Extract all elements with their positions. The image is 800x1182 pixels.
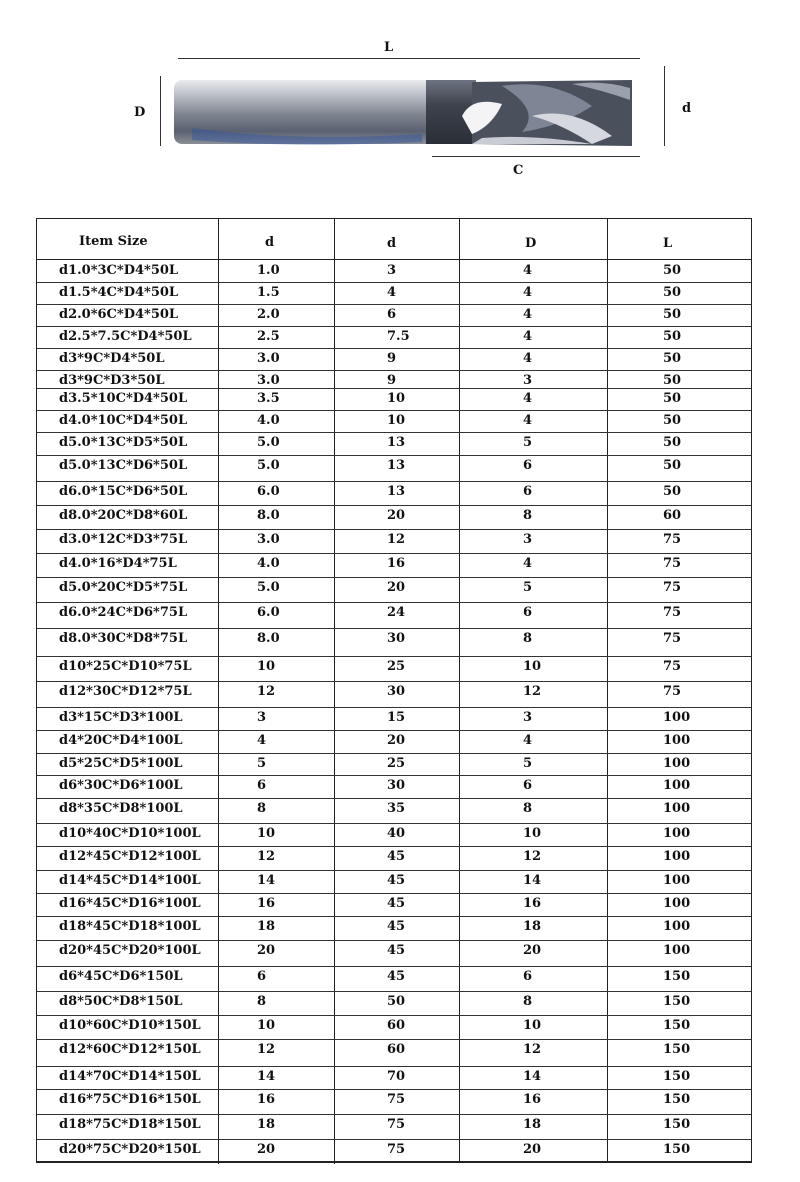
value-cell: 1.0 (257, 263, 280, 278)
value-cell: 5 (257, 756, 267, 771)
value-cell: 8 (523, 508, 533, 523)
item-size-cell: d5*25C*D5*100L (59, 756, 183, 771)
value-cell: 20 (387, 733, 406, 748)
value-cell: 14 (257, 873, 276, 888)
item-size-cell: d4.0*16*D4*75L (59, 556, 177, 571)
value-cell: 10 (523, 659, 542, 674)
table-row (37, 776, 751, 798)
value-cell: 16 (257, 1092, 276, 1107)
label-d: d (682, 101, 692, 116)
dimension-line-C (432, 156, 640, 157)
value-cell: 5 (523, 756, 533, 771)
item-size-cell: d1.5*4C*D4*50L (59, 285, 179, 300)
value-cell: 20 (387, 580, 406, 595)
value-cell: 40 (387, 826, 406, 841)
value-cell: 12 (523, 849, 542, 864)
value-cell: 100 (663, 826, 691, 841)
value-cell: 50 (663, 391, 682, 406)
value-cell: 20 (387, 508, 406, 523)
value-cell: 4 (523, 413, 533, 428)
value-cell: 6.0 (257, 484, 280, 499)
value-cell: 6 (523, 484, 533, 499)
value-cell: 75 (663, 684, 682, 699)
value-cell: 20 (523, 1142, 542, 1157)
table-row (37, 603, 751, 625)
item-size-cell: d4.0*10C*D4*50L (59, 413, 188, 428)
table-row (37, 411, 751, 433)
header-item-size: Item Size (79, 234, 148, 249)
value-cell: 45 (387, 849, 406, 864)
value-cell: 6 (523, 458, 533, 473)
value-cell: 50 (663, 285, 682, 300)
value-cell: 50 (663, 373, 682, 388)
end-mill-tool-image (172, 76, 642, 156)
value-cell: 100 (663, 849, 691, 864)
value-cell: 18 (257, 1117, 276, 1132)
value-cell: 100 (663, 801, 691, 816)
value-cell: 15 (387, 710, 406, 725)
table-row (37, 1140, 751, 1162)
value-cell: 100 (663, 896, 691, 911)
item-size-cell: d2.0*6C*D4*50L (59, 307, 179, 322)
value-cell: 60 (387, 1042, 406, 1057)
value-cell: 50 (663, 458, 682, 473)
table-row (37, 967, 751, 989)
value-cell: 8.0 (257, 631, 280, 646)
table-row (37, 389, 751, 411)
item-size-cell: d10*25C*D10*75L (59, 659, 192, 674)
header-d-1: d (265, 235, 275, 250)
value-cell: 75 (663, 580, 682, 595)
value-cell: 10 (257, 659, 276, 674)
header-L: L (663, 236, 673, 251)
value-cell: 12 (523, 1042, 542, 1057)
table-row (37, 657, 751, 679)
table-row (37, 530, 751, 552)
value-cell: 16 (523, 1092, 542, 1107)
value-cell: 25 (387, 756, 406, 771)
table-row (37, 1090, 751, 1112)
value-cell: 75 (663, 659, 682, 674)
dimension-line-D (160, 76, 161, 146)
value-cell: 50 (663, 329, 682, 344)
value-cell: 45 (387, 969, 406, 984)
value-cell: 45 (387, 896, 406, 911)
value-cell: 9 (387, 373, 397, 388)
item-size-cell: d6*45C*D6*150L (59, 969, 183, 984)
item-size-cell: d8.0*30C*D8*75L (59, 631, 188, 646)
value-cell: 5 (523, 580, 533, 595)
value-cell: 4.0 (257, 413, 280, 428)
dimension-line-d (664, 66, 665, 146)
value-cell: 100 (663, 733, 691, 748)
item-size-cell: d3.5*10C*D4*50L (59, 391, 188, 406)
item-size-cell: d18*45C*D18*100L (59, 919, 201, 934)
value-cell: 12 (257, 1042, 276, 1057)
value-cell: 16 (257, 896, 276, 911)
value-cell: 4.0 (257, 556, 280, 571)
table-row (37, 261, 751, 283)
label-D: D (134, 105, 146, 120)
value-cell: 60 (663, 508, 682, 523)
value-cell: 8 (523, 631, 533, 646)
label-C: C (513, 163, 524, 178)
item-size-cell: d3*9C*D3*50L (59, 373, 165, 388)
value-cell: 3.0 (257, 532, 280, 547)
table-row (37, 992, 751, 1014)
value-cell: 10 (257, 826, 276, 841)
value-cell: 3 (257, 710, 267, 725)
value-cell: 3 (387, 263, 397, 278)
value-cell: 45 (387, 873, 406, 888)
value-cell: 100 (663, 873, 691, 888)
table-row (37, 917, 751, 939)
item-size-cell: d14*70C*D14*150L (59, 1069, 201, 1084)
end-mill-diagram (0, 0, 800, 200)
table-row (37, 327, 751, 349)
value-cell: 5 (523, 435, 533, 450)
item-size-cell: d8*35C*D8*100L (59, 801, 183, 816)
value-cell: 6 (257, 778, 267, 793)
value-cell: 14 (257, 1069, 276, 1084)
value-cell: 150 (663, 1069, 691, 1084)
item-size-cell: d6.0*15C*D6*50L (59, 484, 188, 499)
value-cell: 4 (523, 285, 533, 300)
table-row (37, 824, 751, 846)
header-D: D (525, 236, 537, 251)
value-cell: 50 (663, 435, 682, 450)
item-size-cell: d3*9C*D4*50L (59, 351, 165, 366)
table-row (37, 847, 751, 869)
item-size-cell: d18*75C*D18*150L (59, 1117, 201, 1132)
value-cell: 75 (387, 1117, 406, 1132)
value-cell: 6 (257, 969, 267, 984)
value-cell: 8 (523, 801, 533, 816)
table-row (37, 894, 751, 916)
value-cell: 4 (387, 285, 397, 300)
value-cell: 4 (523, 351, 533, 366)
value-cell: 45 (387, 919, 406, 934)
value-cell: 10 (523, 1018, 542, 1033)
value-cell: 14 (523, 1069, 542, 1084)
table-row (37, 941, 751, 963)
value-cell: 4 (257, 733, 267, 748)
value-cell: 50 (387, 994, 406, 1009)
value-cell: 20 (257, 1142, 276, 1157)
item-size-cell: d3*15C*D3*100L (59, 710, 183, 725)
table-row (37, 305, 751, 327)
table-row (37, 283, 751, 305)
value-cell: 16 (387, 556, 406, 571)
value-cell: 12 (523, 684, 542, 699)
item-size-cell: d16*75C*D16*150L (59, 1092, 201, 1107)
value-cell: 75 (663, 605, 682, 620)
value-cell: 8 (257, 801, 267, 816)
item-size-cell: d8*50C*D8*150L (59, 994, 183, 1009)
value-cell: 7.5 (387, 329, 410, 344)
value-cell: 10 (387, 391, 406, 406)
header-d-2: d (387, 236, 397, 251)
value-cell: 3.5 (257, 391, 280, 406)
table-row (37, 433, 751, 455)
table-row (37, 482, 751, 504)
item-size-cell: d1.0*3C*D4*50L (59, 263, 179, 278)
value-cell: 75 (663, 532, 682, 547)
value-cell: 30 (387, 778, 406, 793)
value-cell: 3 (523, 373, 533, 388)
table-row (37, 1040, 751, 1062)
value-cell: 16 (523, 896, 542, 911)
value-cell: 20 (257, 943, 276, 958)
value-cell: 12 (257, 849, 276, 864)
table-row (37, 871, 751, 893)
value-cell: 100 (663, 778, 691, 793)
value-cell: 30 (387, 631, 406, 646)
table-row (37, 799, 751, 821)
value-cell: 50 (663, 484, 682, 499)
value-cell: 1.5 (257, 285, 280, 300)
item-size-cell: d6.0*24C*D6*75L (59, 605, 188, 620)
value-cell: 10 (523, 826, 542, 841)
item-size-cell: d14*45C*D14*100L (59, 873, 201, 888)
value-cell: 100 (663, 943, 691, 958)
value-cell: 100 (663, 919, 691, 934)
value-cell: 50 (663, 413, 682, 428)
table-row (37, 1016, 751, 1038)
value-cell: 4 (523, 391, 533, 406)
value-cell: 5.0 (257, 580, 280, 595)
table-header (37, 219, 751, 260)
value-cell: 10 (387, 413, 406, 428)
value-cell: 45 (387, 943, 406, 958)
value-cell: 4 (523, 733, 533, 748)
value-cell: 10 (257, 1018, 276, 1033)
value-cell: 4 (523, 556, 533, 571)
value-cell: 18 (257, 919, 276, 934)
value-cell: 60 (387, 1018, 406, 1033)
value-cell: 4 (523, 329, 533, 344)
value-cell: 70 (387, 1069, 406, 1084)
value-cell: 4 (523, 307, 533, 322)
value-cell: 50 (663, 351, 682, 366)
value-cell: 5.0 (257, 435, 280, 450)
table-row (37, 506, 751, 528)
value-cell: 12 (387, 532, 406, 547)
value-cell: 3 (523, 710, 533, 725)
table-row (37, 682, 751, 704)
value-cell: 13 (387, 484, 406, 499)
item-size-cell: d12*30C*D12*75L (59, 684, 192, 699)
value-cell: 3.0 (257, 351, 280, 366)
value-cell: 8 (523, 994, 533, 1009)
value-cell: 18 (523, 919, 542, 934)
item-size-cell: d3.0*12C*D3*75L (59, 532, 188, 547)
label-L: L (384, 40, 394, 55)
value-cell: 6 (387, 307, 397, 322)
item-size-cell: d12*60C*D12*150L (59, 1042, 201, 1057)
value-cell: 150 (663, 1117, 691, 1132)
value-cell: 75 (387, 1092, 406, 1107)
value-cell: 6 (523, 605, 533, 620)
table-row (37, 629, 751, 651)
table-row (37, 754, 751, 776)
item-size-cell: d5.0*20C*D5*75L (59, 580, 188, 595)
value-cell: 150 (663, 1042, 691, 1057)
value-cell: 50 (663, 263, 682, 278)
value-cell: 12 (257, 684, 276, 699)
value-cell: 24 (387, 605, 406, 620)
item-size-cell: d4*20C*D4*100L (59, 733, 183, 748)
table-row (37, 456, 751, 478)
table-row (37, 1115, 751, 1137)
table-row (37, 349, 751, 371)
value-cell: 13 (387, 435, 406, 450)
item-size-cell: d2.5*7.5C*D4*50L (59, 329, 192, 344)
value-cell: 2.0 (257, 307, 280, 322)
value-cell: 20 (523, 943, 542, 958)
value-cell: 9 (387, 351, 397, 366)
value-cell: 6.0 (257, 605, 280, 620)
value-cell: 35 (387, 801, 406, 816)
value-cell: 150 (663, 969, 691, 984)
value-cell: 18 (523, 1117, 542, 1132)
item-size-cell: d12*45C*D12*100L (59, 849, 201, 864)
table-row (37, 554, 751, 576)
value-cell: 100 (663, 756, 691, 771)
value-cell: 25 (387, 659, 406, 674)
value-cell: 3.0 (257, 373, 280, 388)
table-row (37, 731, 751, 753)
value-cell: 75 (663, 556, 682, 571)
value-cell: 30 (387, 684, 406, 699)
item-size-cell: d6*30C*D6*100L (59, 778, 183, 793)
value-cell: 8.0 (257, 508, 280, 523)
value-cell: 13 (387, 458, 406, 473)
value-cell: 3 (523, 532, 533, 547)
value-cell: 6 (523, 778, 533, 793)
item-size-cell: d5.0*13C*D5*50L (59, 435, 188, 450)
item-size-cell: d8.0*20C*D8*60L (59, 508, 188, 523)
table-row (37, 708, 751, 730)
value-cell: 50 (663, 307, 682, 322)
value-cell: 4 (523, 263, 533, 278)
item-size-cell: d20*75C*D20*150L (59, 1142, 201, 1157)
item-size-cell: d20*45C*D20*100L (59, 943, 201, 958)
value-cell: 6 (523, 969, 533, 984)
item-size-cell: d10*60C*D10*150L (59, 1018, 201, 1033)
value-cell: 8 (257, 994, 267, 1009)
value-cell: 150 (663, 1092, 691, 1107)
item-size-cell: d16*45C*D16*100L (59, 896, 201, 911)
value-cell: 150 (663, 994, 691, 1009)
value-cell: 5.0 (257, 458, 280, 473)
value-cell: 75 (387, 1142, 406, 1157)
table-row (37, 1067, 751, 1089)
specification-table (36, 218, 752, 1163)
dimension-line-L (178, 58, 640, 59)
item-size-cell: d10*40C*D10*100L (59, 826, 201, 841)
value-cell: 2.5 (257, 329, 280, 344)
value-cell: 150 (663, 1018, 691, 1033)
value-cell: 100 (663, 710, 691, 725)
value-cell: 14 (523, 873, 542, 888)
value-cell: 150 (663, 1142, 691, 1157)
value-cell: 75 (663, 631, 682, 646)
item-size-cell: d5.0*13C*D6*50L (59, 458, 188, 473)
table-row (37, 578, 751, 600)
